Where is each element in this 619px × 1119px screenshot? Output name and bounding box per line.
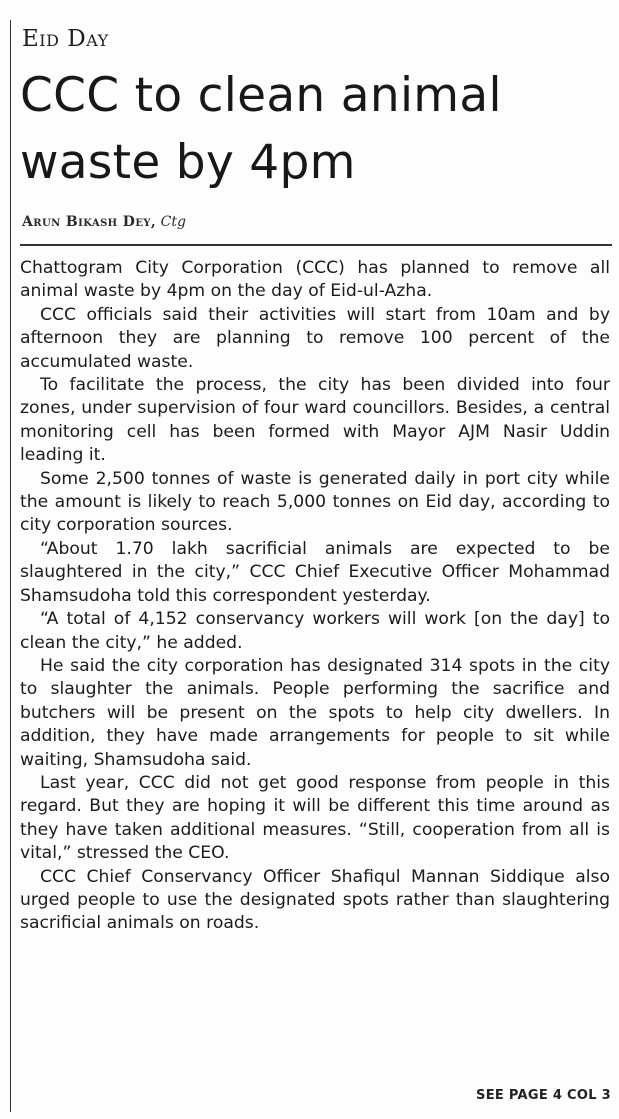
paragraph: To facilitate the process, the city has been divided into four zones, under supervision of four ward councillors. Besides, a central monitoring cell has been formed with Mayor AJM Nasir Uddin leading it. — [20, 375, 610, 466]
column-rule — [10, 20, 11, 1112]
section-label: Eid Day — [22, 26, 109, 52]
paragraph: Some 2,500 tonnes of waste is generated daily in port city while the amount is likely to reach 5,000 tonnes on Eid day, according to city corporation sources. — [20, 468, 610, 536]
paragraph: “About 1.70 lakh sacrificial animals are expected to be slaughtered in the city,” CCC Chief Executive Officer Mohammad Shamsudoha told this correspondent yesterday. — [20, 538, 610, 606]
continuation-jump: SEE PAGE 4 COL 3 — [476, 1088, 611, 1103]
paragraph: CCC Chief Conservancy Officer Shafiqul Mannan Siddique also urged people to use the designated spots rather than slaughtering sacrificial animals on roads. — [20, 866, 610, 934]
article-body — [20, 257, 610, 936]
paragraph: Chattogram City Corporation (CCC) has planned to remove all animal waste by 4pm on the day of Eid-ul-Azha. — [20, 258, 610, 302]
headline-divider — [20, 244, 612, 246]
headline: CCC to clean animal waste by 4pm — [20, 68, 502, 190]
byline — [22, 211, 186, 233]
paragraph: Last year, CCC did not get good response from people in this regard. But they are hoping it will be different this time around as they have taken additional measures. “Still, cooperation from all is vital,” stressed the CEO. — [20, 772, 610, 864]
byline-author: Arun Bikash Dey, — [22, 214, 157, 230]
byline-location: Ctg — [160, 214, 186, 230]
paragraph: “A total of 4,152 conservancy workers will work [on the day] to clean the city,” he added. — [20, 609, 610, 653]
paragraph: He said the city corporation has designated 314 spots in the city to slaughter the animals. People performing the sacrifice and butchers will be present on the spots to help city dwellers. In addition, they have made arrangements for people to sit while waiting, Shamsudoha said. — [20, 655, 610, 770]
paragraph: CCC officials said their activities will start from 10am and by afternoon they are planning to remove 100 percent of the accumulated waste. — [20, 304, 610, 372]
